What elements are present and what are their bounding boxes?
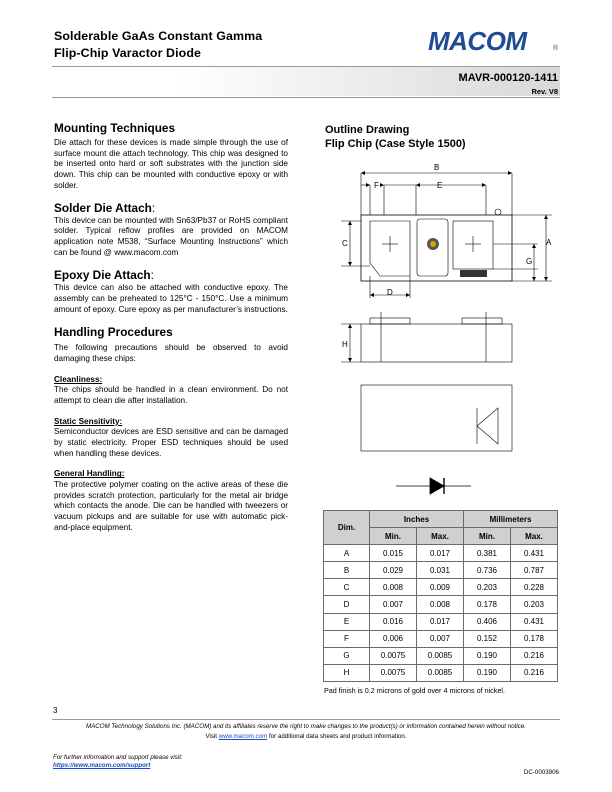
logo-registered-mark: ® bbox=[553, 45, 559, 52]
table-cell: 0.431 bbox=[511, 613, 558, 630]
macom-logo bbox=[428, 28, 562, 54]
label-H: H bbox=[342, 340, 348, 349]
text-epoxy: This device can also be attached with conductive epoxy. The assembly can be preheated to 125°C - 150°C. Use a minimum amount of epoxy. Cure epoxy as per manufacturer’s instructions. bbox=[54, 283, 288, 314]
header-dim: Dim. bbox=[324, 511, 370, 545]
part-number: MAVR-000120-1411 bbox=[458, 72, 558, 84]
table-cell: G bbox=[324, 647, 370, 664]
table-cell: 0.152 bbox=[464, 630, 511, 647]
table-cell: B bbox=[324, 562, 370, 579]
label-C: C bbox=[342, 239, 348, 248]
text-general: The protective polymer coating on the active areas of these die provides scratch protection, particularly for the metal air bridge which contacts the anode. Die can be handled with tweezers or vacuum pickups and are suitable for use with automatic pick-and-place equipment. bbox=[54, 479, 288, 532]
pad-finish-note: Pad finish is 0.2 microns of gold over 4 microns of nickel. bbox=[324, 686, 505, 695]
heading-handling: Handling Procedures bbox=[54, 325, 173, 340]
text-solder: This device can be mounted with Sn63/Pb37 or RoHS compliant solder. Typical reflow profiles are provided on MACOM application note M538, “Surface Mounting Instructions” which can be found @ www.macom.com bbox=[54, 215, 288, 257]
table-cell: C bbox=[324, 579, 370, 596]
doc-title-line1: Solderable GaAs Constant Gamma bbox=[54, 29, 263, 43]
header-inches: Inches bbox=[370, 511, 464, 528]
table-cell: 0.029 bbox=[370, 562, 417, 579]
text-handling: The following precautions should be observed to avoid damaging these chips: bbox=[54, 343, 288, 364]
table-cell: 0.178 bbox=[464, 596, 511, 613]
table-cell: 0.008 bbox=[417, 596, 464, 613]
header-in-min: Min. bbox=[370, 528, 417, 545]
text-static: Semiconductor devices are ESD sensitive and can be damaged by static electricity. Proper ESD techniques should be used when handling these devices. bbox=[54, 427, 288, 458]
table-cell: 0.007 bbox=[417, 630, 464, 647]
table-cell: 0.015 bbox=[370, 545, 417, 562]
label-G: G bbox=[526, 257, 533, 266]
heading-cleanliness: Cleanliness: bbox=[54, 374, 103, 384]
table-cell: 0.190 bbox=[464, 664, 511, 681]
doc-code: DC-0003906 bbox=[523, 769, 559, 776]
macom-link[interactable]: www.macom.com bbox=[218, 733, 268, 740]
table-cell: 0.016 bbox=[370, 613, 417, 630]
header-rule-bottom bbox=[52, 97, 560, 98]
table-cell: H bbox=[324, 664, 370, 681]
outline-drawing bbox=[336, 158, 560, 508]
table-row bbox=[324, 579, 558, 596]
support-text: For further information and support please visit: bbox=[53, 754, 183, 761]
logo-wordmark: MACOM bbox=[428, 28, 527, 54]
table-cell: 0.190 bbox=[464, 647, 511, 664]
table-row bbox=[324, 613, 558, 630]
table-cell: 0.216 bbox=[511, 664, 558, 681]
table-cell: 0.203 bbox=[511, 596, 558, 613]
table-cell: 0.787 bbox=[511, 562, 558, 579]
outline-title: Outline Drawing bbox=[325, 124, 410, 136]
page-number: 3 bbox=[53, 706, 58, 715]
table-row bbox=[324, 647, 558, 664]
table-row bbox=[324, 596, 558, 613]
table-cell: A bbox=[324, 545, 370, 562]
label-E: E bbox=[437, 181, 443, 190]
table-row bbox=[324, 630, 558, 647]
table-row bbox=[324, 545, 558, 562]
table-cell: 0.228 bbox=[511, 579, 558, 596]
table-cell: 0.0085 bbox=[417, 647, 464, 664]
label-D: D bbox=[387, 288, 393, 297]
heading-static: Static Sensitivity: bbox=[54, 416, 123, 426]
table-cell: 0.431 bbox=[511, 545, 558, 562]
footer-rule bbox=[52, 719, 560, 720]
table-cell: 0.031 bbox=[417, 562, 464, 579]
table-cell: 0.0085 bbox=[417, 664, 464, 681]
text-cleanliness: The chips should be handled in a clean environment. Do not attempt to clean die after installation. bbox=[54, 385, 288, 406]
table-cell: F bbox=[324, 630, 370, 647]
revision: Rev. V8 bbox=[531, 87, 558, 96]
text-mounting: Die attach for these devices is made simple through the use of surface mount die attach technology. This chip was designed to be inserted onto hard or soft substrates with the junction side down. This chip can be mounted with conductive epoxy or with solder. bbox=[54, 138, 288, 190]
heading-general: General Handling: bbox=[54, 469, 125, 479]
header-mm-min: Min. bbox=[464, 528, 511, 545]
table-cell: 0.017 bbox=[417, 545, 464, 562]
table-cell: 0.216 bbox=[511, 647, 558, 664]
table-cell: 0.203 bbox=[464, 579, 511, 596]
table-cell: 0.008 bbox=[370, 579, 417, 596]
table-cell: 0.009 bbox=[417, 579, 464, 596]
table-cell: 0.0075 bbox=[370, 647, 417, 664]
table-cell: 0.007 bbox=[370, 596, 417, 613]
table-cell: 0.406 bbox=[464, 613, 511, 630]
support-link[interactable]: https://www.macom.com/support bbox=[53, 762, 151, 769]
header-in-max: Max. bbox=[417, 528, 464, 545]
label-A: A bbox=[546, 238, 552, 247]
table-cell: D bbox=[324, 596, 370, 613]
table-cell: 0.0075 bbox=[370, 664, 417, 681]
header-rule-top bbox=[52, 66, 560, 67]
footer-disclaimer: MACOM Technology Solutions Inc. (MACOM) and its affiliates reserve the right to make changes to the product(s) or information contained herein without notice. bbox=[86, 723, 526, 730]
table-cell: 0.006 bbox=[370, 630, 417, 647]
table-row bbox=[324, 562, 558, 579]
heading-mounting: Mounting Techniques bbox=[54, 121, 176, 135]
left-column bbox=[54, 121, 288, 533]
footer-visit: Visit www.macom.com for additional data sheets and product information. bbox=[205, 733, 407, 740]
table-cell: E bbox=[324, 613, 370, 630]
label-F: F bbox=[374, 181, 379, 190]
label-B: B bbox=[434, 163, 440, 172]
header-mm: Millimeters bbox=[464, 511, 558, 528]
table-cell: 0.178 bbox=[511, 630, 558, 647]
doc-title-line2: Flip-Chip Varactor Diode bbox=[54, 46, 201, 60]
header-mm-max: Max. bbox=[511, 528, 558, 545]
table-cell: 0.736 bbox=[464, 562, 511, 579]
table-cell: 0.381 bbox=[464, 545, 511, 562]
table-cell: 0.017 bbox=[417, 613, 464, 630]
dimension-table bbox=[323, 510, 558, 682]
table-row bbox=[324, 664, 558, 681]
heading-solder: Solder Die Attach: bbox=[54, 200, 156, 215]
heading-epoxy: Epoxy Die Attach: bbox=[54, 268, 154, 283]
outline-subtitle: Flip Chip (Case Style 1500) bbox=[325, 138, 466, 150]
